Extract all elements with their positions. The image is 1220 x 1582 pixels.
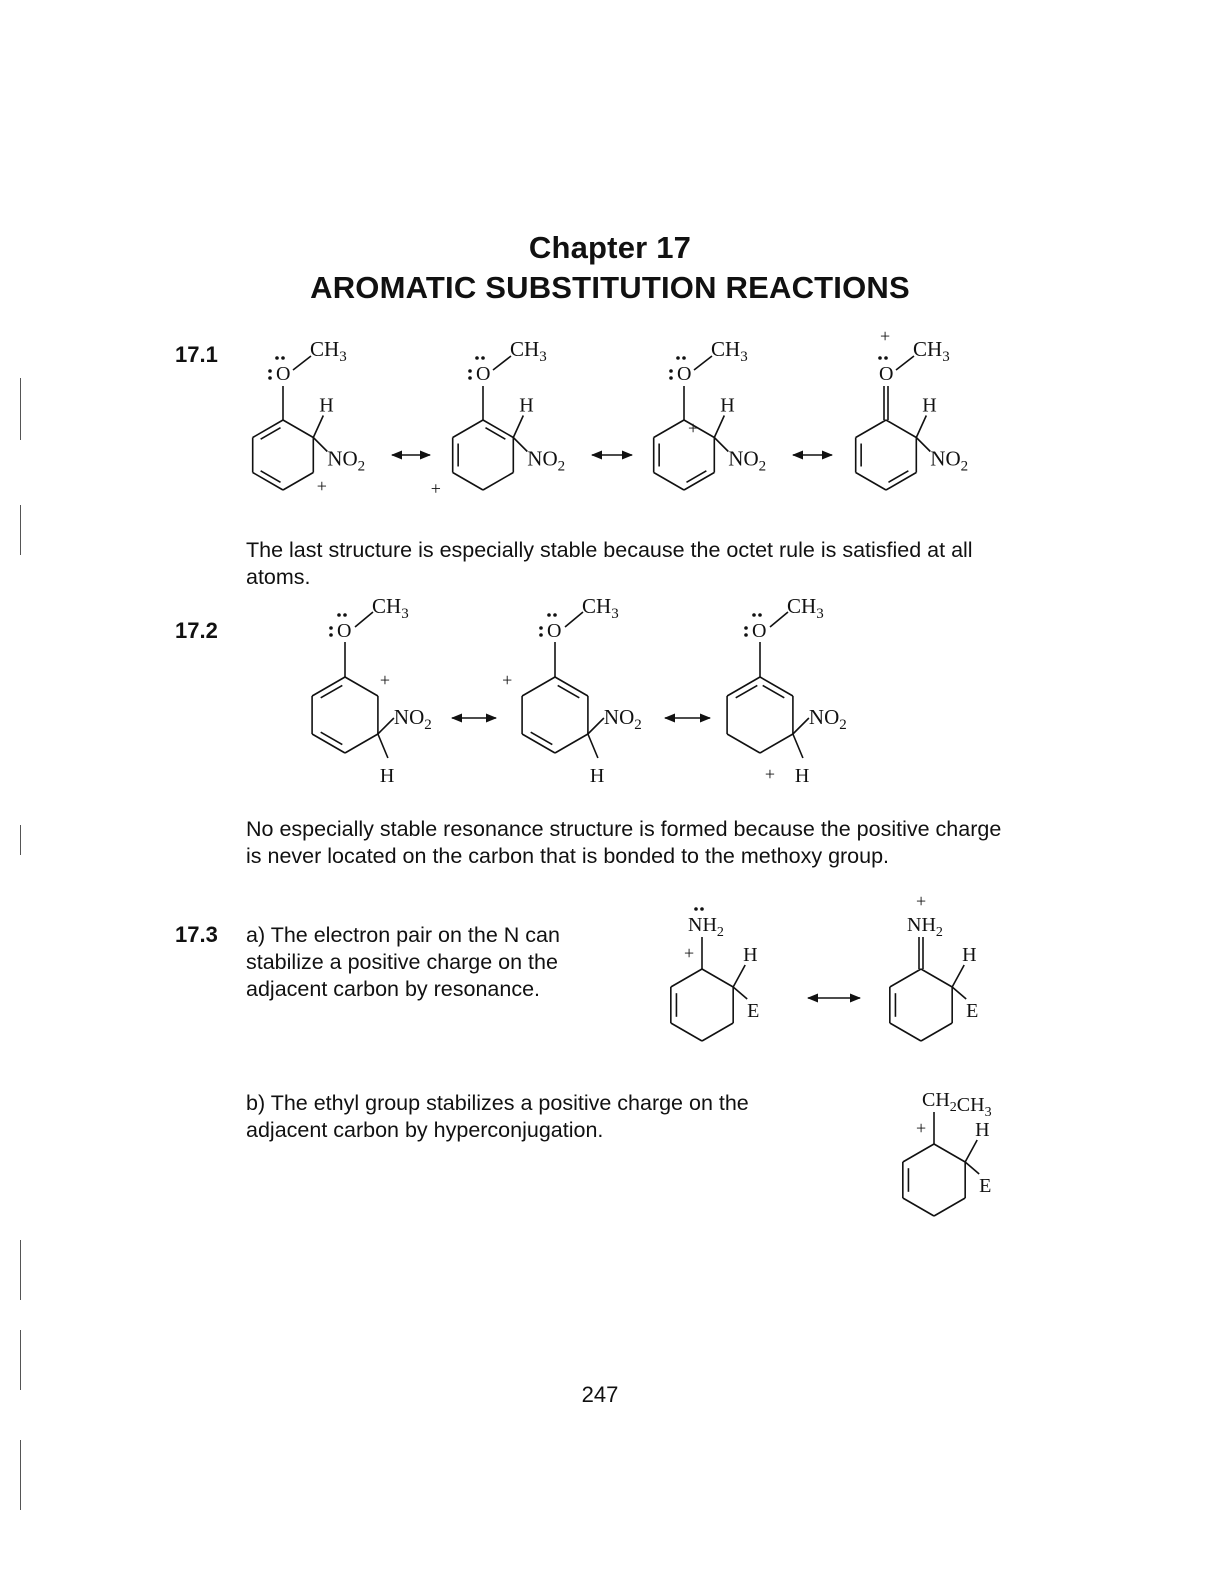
lone-pair: [744, 626, 748, 630]
ring-bond: [702, 969, 733, 987]
c-h-bond: [714, 416, 724, 438]
double-bond: [763, 685, 785, 697]
answer-17-3b: b) The ethyl group stabilizes a positive charge on the adjacent carbon by hyperconjugation.: [246, 1091, 749, 1142]
ring-bond: [345, 677, 378, 696]
double-bond: [686, 471, 706, 482]
positive-charge: +: [688, 418, 699, 438]
c-h-bond: [733, 965, 745, 987]
ring-bond: [856, 420, 886, 438]
hydrogen-atom: H: [720, 394, 735, 417]
methyl-group: $CH_3$: [510, 337, 547, 365]
c-no2-bond: [714, 438, 728, 452]
o-ch3-bond: [896, 356, 914, 370]
lone-pair: [539, 626, 543, 630]
positive-charge: +: [916, 891, 927, 911]
c-h-bond: [793, 734, 803, 758]
c-h-bond: [965, 1140, 977, 1162]
ethyl-group: $CH_2CH_3$: [922, 1089, 992, 1120]
ring-bond: [890, 969, 921, 987]
c-h-bond: [513, 416, 523, 438]
double-bond: [888, 471, 908, 482]
problem-number-17-2: 17.2: [175, 618, 218, 643]
problem-number-17-3: 17.3: [175, 922, 218, 947]
hydrogen-atom: H: [319, 394, 334, 417]
hydrogen-atom: H: [794, 765, 810, 787]
c-no2-bond: [513, 438, 527, 452]
oxygen-atom: O: [677, 363, 692, 385]
ring-bond: [727, 734, 760, 753]
ring-bond: [886, 420, 916, 438]
c-e-bond: [733, 987, 747, 999]
nitro-group: $NO_2$: [393, 705, 432, 733]
answer-17-3a: a) The electron pair on the N can stabilize a positive charge on the adjacent carbon by resonance.: [246, 923, 560, 1001]
lone-pair: [481, 356, 485, 360]
oxygen-atom: O: [879, 363, 894, 385]
ring-bond: [453, 420, 483, 438]
lone-pair: [669, 376, 673, 380]
nitro-group: $NO_2$: [527, 446, 566, 475]
nitro-group: $NO_2$: [728, 446, 767, 475]
hydrogen-atom: H: [743, 944, 758, 966]
hydrogen-atom: H: [519, 394, 534, 417]
double-bond: [531, 732, 553, 744]
double-bond: [485, 428, 505, 439]
c-h-bond: [952, 965, 964, 987]
o-ch3-bond: [565, 612, 583, 627]
hydrogen-atom: H: [379, 765, 395, 787]
nitro-group: $NO_2$: [603, 705, 642, 733]
positive-charge: +: [880, 326, 891, 346]
ring-bond: [522, 677, 555, 696]
ring-bond: [760, 734, 793, 753]
methyl-group: $CH_3$: [582, 594, 619, 622]
lone-pair: [268, 369, 272, 373]
ring-bond: [921, 1023, 952, 1041]
double-bond: [736, 685, 758, 697]
methyl-group: $CH_3$: [787, 594, 824, 622]
ring-bond: [283, 473, 313, 491]
ring-bond: [890, 1023, 921, 1041]
o-ch3-bond: [293, 356, 311, 370]
double-bond: [321, 685, 343, 697]
chapter-title: AROMATIC SUBSTITUTION REACTIONS: [310, 270, 910, 305]
lone-pair: [553, 613, 557, 617]
double-bond: [261, 471, 281, 482]
ring-bond: [453, 473, 483, 491]
lone-pair: [744, 633, 748, 637]
positive-charge: +: [764, 764, 776, 784]
methyl-group: $CH_3$: [310, 337, 347, 365]
ring-bond: [654, 420, 684, 438]
lone-pair: [468, 376, 472, 380]
lone-pair: [547, 613, 551, 617]
lone-pair: [758, 613, 762, 617]
lone-pair: [281, 356, 285, 360]
c-h-bond: [588, 734, 598, 758]
ring-bond: [671, 1023, 702, 1041]
positive-charge: +: [502, 670, 513, 690]
double-bond: [261, 428, 281, 439]
positive-charge: +: [684, 943, 695, 963]
ring-bond: [345, 734, 378, 753]
lone-pair: [752, 613, 756, 617]
ring-bond: [671, 969, 702, 987]
amino-group: $NH_2$: [688, 914, 724, 940]
double-bond: [321, 732, 343, 744]
methyl-group: $CH_3$: [913, 337, 950, 365]
amino-group: $NH_2$: [907, 914, 943, 940]
lone-pair: [329, 626, 333, 630]
answer-17-2: No especially stable resonance structure is formed because the positive charge is never located on the carbon that is bonded to the methoxy group.: [246, 817, 1002, 868]
nitro-group: $NO_2$: [930, 446, 969, 475]
hydrogen-atom: H: [975, 1119, 990, 1141]
positive-charge: +: [316, 476, 327, 496]
c-no2-bond: [588, 718, 604, 734]
ring-bond: [903, 1198, 934, 1216]
methyl-group: $CH_3$: [711, 337, 748, 365]
ring-bond: [856, 473, 886, 491]
lone-pair: [676, 356, 680, 360]
o-ch3-bond: [770, 612, 788, 627]
ring-bond: [483, 473, 513, 491]
ring-bond: [934, 1198, 965, 1216]
positive-charge: +: [430, 478, 441, 499]
oxygen-atom: O: [476, 363, 491, 385]
lone-pair: [475, 356, 479, 360]
nitro-group: $NO_2$: [808, 705, 847, 733]
ring-bond: [903, 1144, 934, 1162]
o-ch3-bond: [355, 612, 373, 627]
page-number: 247: [581, 1382, 619, 1407]
hydrogen-atom: H: [589, 765, 605, 787]
ring-bond: [934, 1144, 965, 1162]
lone-pair: [337, 613, 341, 617]
lone-pair: [884, 356, 888, 360]
oxygen-atom: O: [337, 620, 352, 642]
electrophile: E: [747, 1000, 760, 1022]
c-h-bond: [378, 734, 388, 758]
ring-bond: [555, 734, 588, 753]
o-ch3-bond: [493, 356, 511, 370]
c-no2-bond: [793, 718, 809, 734]
c-no2-bond: [916, 438, 930, 452]
c-no2-bond: [378, 718, 394, 734]
c-h-bond: [916, 416, 926, 438]
oxygen-atom: O: [547, 620, 562, 642]
electrophile: E: [966, 1000, 979, 1022]
lone-pair: [468, 369, 472, 373]
answer-17-1: The last structure is especially stable because the octet rule is satisfied at all atoms.: [246, 538, 973, 589]
o-ch3-bond: [694, 356, 712, 370]
ring-bond: [921, 969, 952, 987]
hydrogen-atom: H: [962, 944, 977, 966]
c-e-bond: [965, 1162, 979, 1174]
double-bond: [558, 685, 580, 697]
c-e-bond: [952, 987, 966, 999]
nitro-group: $NO_2$: [327, 446, 366, 475]
electrophile: E: [979, 1175, 992, 1197]
oxygen-atom: O: [276, 363, 291, 385]
lone-pair: [539, 633, 543, 637]
hydrogen-atom: H: [922, 394, 937, 417]
lone-pair: [329, 633, 333, 637]
lone-pair: [682, 356, 686, 360]
lone-pair: [694, 907, 698, 911]
lone-pair: [268, 376, 272, 380]
ring-bond: [702, 1023, 733, 1041]
lone-pair: [878, 356, 882, 360]
ring-bond: [654, 473, 684, 491]
methyl-group: $CH_3$: [372, 594, 409, 622]
c-no2-bond: [313, 438, 327, 452]
lone-pair: [343, 613, 347, 617]
lone-pair: [669, 369, 673, 373]
oxygen-atom: O: [752, 620, 767, 642]
c-h-bond: [313, 416, 323, 438]
ring-bond: [283, 420, 313, 438]
positive-charge: +: [379, 670, 391, 690]
lone-pair: [275, 356, 279, 360]
lone-pair: [700, 907, 704, 911]
chapter-number: Chapter 17: [528, 230, 692, 265]
problem-number-17-1: 17.1: [175, 342, 218, 367]
positive-charge: +: [916, 1118, 927, 1138]
